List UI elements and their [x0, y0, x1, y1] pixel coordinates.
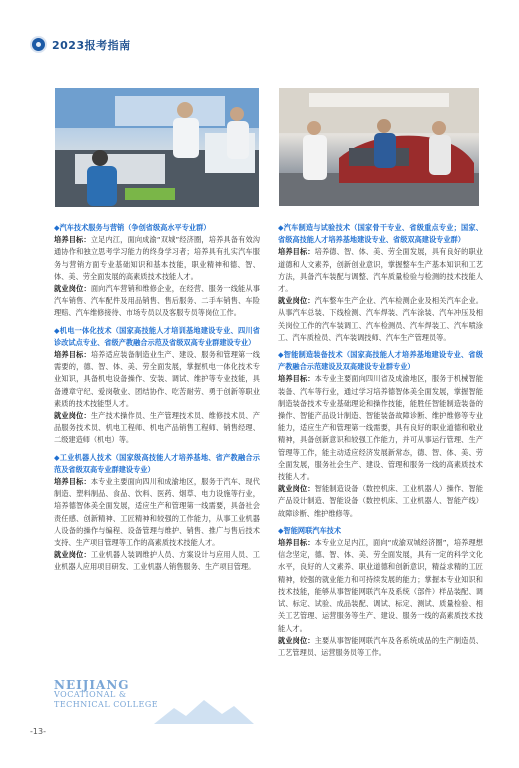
job-label: 就业岗位：: [278, 484, 315, 494]
program-title: ◆智能网联汽车技术: [278, 525, 342, 535]
left-column: [54, 222, 260, 579]
program-job: [278, 483, 483, 520]
program-title: ◆机电一体化技术（国家高技能人才培训基地建设专业、四川省诊改试点专业、省级产教融合示范及省级双高专业群建设专业）: [54, 325, 260, 347]
program-section: [54, 452, 260, 574]
goal-label: 培养目标：: [54, 235, 91, 245]
goal-text: 本专业主要面向四川省及成渝地区，服务于机械智能装备、汽车等行业，通过学习培养德智体美全面发展，掌握智能制造装备技术专业基础理论和操作技能，能胜任智能制造装备的操作、智能产品设计制造、智能装备故障诊断、维护维修等专业能力，适应生产和管理第一线需要，具有良好的职业道德和敬业精神，具备创新意识和较强工作能力，并可从事运行管理、生产管理等工作，能主动适应经济发展新常态，德、智、体、美、劳全面发展，服务社会生产、建设、管理和服务一线的高素质技术技能人才。: [278, 374, 483, 482]
program-title: ◆智能制造装备技术（国家高技能人才培养基地建设专业、省级产教融合示范建设及双高建设专业群专业）: [278, 350, 483, 372]
job-label: 就业岗位：: [54, 284, 91, 294]
job-text: 面向汽车营销和维修企业，在经营、服务一线能从事汽车销售、汽车配件及用品销售、售后服务、二手车销售、车险理赔、汽车维修接待、市场专员以及客服专员等岗位工作。: [54, 284, 260, 318]
job-text: 主要从事智能网联汽车及各系统成品的生产制造员、工艺管理员、运营服务员等工作。: [278, 635, 483, 657]
program-goal: [278, 246, 483, 295]
goal-label: 培养目标：: [278, 247, 315, 257]
program-section: [278, 349, 483, 520]
goal-text: 培养德、智、体、美、劳全面发展，具有良好的职业道德和人文素养，创新创业意识，掌握整车生产基本知识和工艺方法，具备汽车装配与调整、汽车质量检验与检测的技术技能人才。: [278, 247, 483, 294]
program-section: [54, 222, 260, 320]
car-repair-illustration: [279, 88, 479, 206]
program-goal: [278, 373, 483, 483]
job-text: 工业机器人装调维护人员、方案设计与应用人员、工业机器人应用项目研发、工业机器人销售服务、生产项目管理。: [54, 550, 260, 572]
goal-label: 培养目标：: [54, 477, 91, 487]
college-watermark: [54, 680, 260, 726]
program-goal: [278, 537, 483, 635]
watermark-line: NEIJIANG: [54, 678, 130, 692]
program-job: [278, 295, 483, 344]
goal-text: 本专业立足内江，面向“成渝双城经济圈”，培养理想信念坚定，德、智、体、美、劳全面发展，具有一定的科学文化水平，良好的人文素养、职业道德和创新意识，精益求精的工匠精神，较强的就业能力和可持续发展的能力；掌握本专业知识和技术技能，能够从事智能网联汽车及系统（部件）样品装配、调试、标定、试验、成品装配、调试、标定、测试、质量检验、相关工艺管理、运营服务等生产、建设、服务一线的高素质技术技能人才。: [278, 538, 483, 633]
watermark-line: VOCATIONAL &: [54, 690, 127, 699]
goal-label: 培养目标：: [278, 374, 315, 384]
program-section: [54, 325, 260, 447]
program-title: ◆工业机器人技术（国家级高技能人才培养基地、省产教融合示范及省级双高专业群建设专业）: [54, 452, 260, 474]
goal-label: 培养目标：: [278, 538, 315, 548]
photo-car-repair-training: [279, 88, 479, 206]
right-column: [278, 222, 483, 664]
job-label: 就业岗位：: [278, 635, 315, 645]
program-section: [278, 222, 483, 344]
photo-students-workshop: [55, 88, 259, 207]
job-label: 就业岗位：: [54, 550, 91, 560]
watermark-line: TECHNICAL COLLEGE: [54, 700, 159, 709]
program-goal: [54, 234, 260, 283]
job-label: 就业岗位：: [54, 411, 91, 421]
program-job: [278, 635, 483, 659]
goal-text: 立足内江，面向成渝“双城”经济圈，培养具备有效沟通协作和独立思考学习能力的终身学习者；培养具有扎实汽车服务与营销方面专业基础知识和基本技能，职业精神和德、智、体、美、劳全面发展的高素质技术技能人才。: [54, 235, 260, 281]
college-logo-icon: [30, 36, 47, 53]
goal-text: 本专业主要面向四川和成渝地区，服务于汽车、现代制造、塑料制品、食品、饮料、医药、烟草、电力设施等行业，培养德智体美全面发展，适应生产和管理第一线需要，具备社会责任感、创新精神、工匠精神和较强的工作能力，从事工业机器人设备的操作与编程、设备管理与维护、销售、推广与售后技术支持、生产项目管理等工作的高素质技术技能人才。: [54, 477, 260, 548]
mountain-decoration-icon: [154, 694, 254, 724]
goal-label: 培养目标：: [54, 350, 91, 360]
program-section: [278, 525, 483, 659]
program-job: [54, 549, 260, 573]
program-job: [54, 283, 260, 320]
program-goal: [54, 476, 260, 549]
page-title: 2023报考指南: [52, 38, 131, 52]
page-header: [30, 36, 131, 53]
program-title: ◆汽车技术服务与营销（争创省级高水平专业群）: [54, 223, 211, 232]
program-title: ◆汽车制造与试验技术（国家骨干专业、省级重点专业；国家、省级高技能人才培养基地建设专业、省级双高建设专业群）: [278, 223, 483, 245]
workshop-illustration: [55, 88, 259, 207]
job-text: 汽车整车生产企业、汽车检测企业及相关汽车企业。从事汽车总装、下线检测、汽车焊装、汽车涂装、汽车冲压及相关岗位工作的汽车装调工、汽车检测员、汽车焊装工、汽车喷涂工、汽车质检员、汽车装调技师、汽车生产管理员等。: [278, 296, 483, 342]
program-goal: [54, 349, 260, 410]
job-text: 智能制造设备（数控机床、工业机器人）操作、智能产品设计制造、智能设备（数控机床、工业机器人、智能产线）故障诊断、维护维修等。: [278, 484, 483, 518]
page-number: -13-: [30, 727, 46, 736]
job-text: 生产技术操作员、生产管理技术员、维修技术员、产品服务技术员、机电工程师、机电产品销售工程师、销售经理、二级建造师（机电）等。: [54, 411, 260, 445]
program-job: [54, 410, 260, 447]
goal-text: 培养适应装备制造业生产、建设、服务和管理第一线需要的，德、智、体、美、劳全面发展，掌握机电一体化技术专业知识，具备机电设备操作、安装、调试、维护等专业技能，具备遵章守纪、爱岗敬业、团结协作、吃苦耐劳、勇于创新等职业素质的技术技能型人才。: [54, 350, 260, 408]
job-label: 就业岗位：: [278, 296, 315, 306]
